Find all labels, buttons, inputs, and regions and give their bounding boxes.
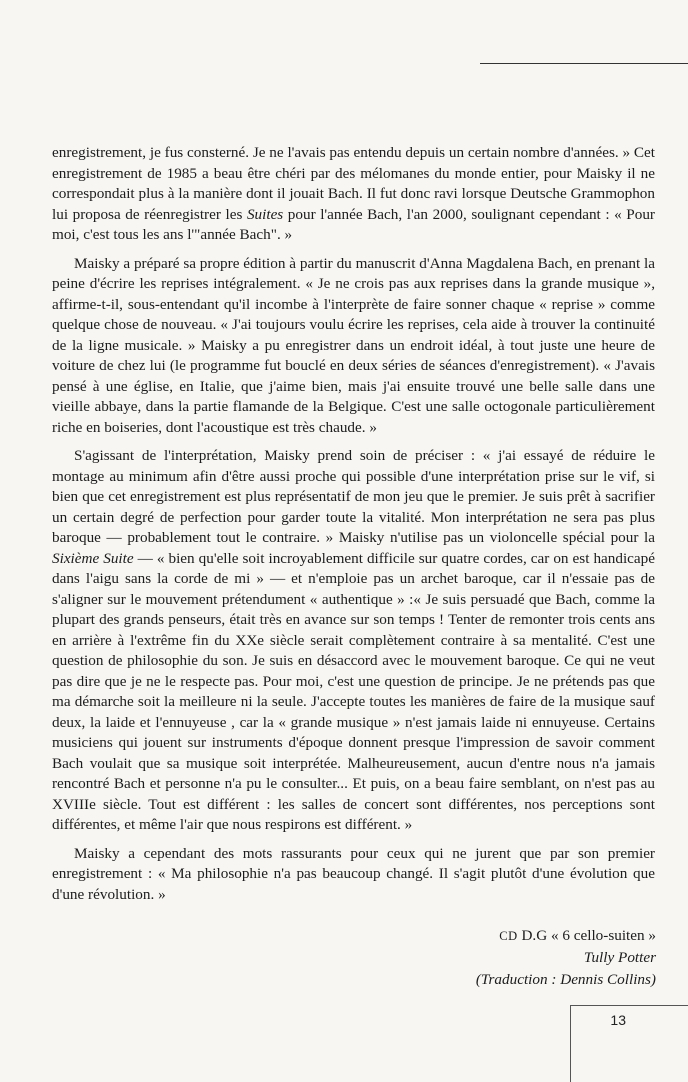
paragraph-2: Maisky a préparé sa propre édition à partir du manuscrit d'Anna Magdalena Bach, en prenant la peine d'écrire les reprises intégralement. « Je ne crois pas aux reprises dans la grande musique », affirme-t-il, sous-entendant qu'il incombe à l'interprète de faire sonner chaque « reprise » comme quelque chose de nouveau. « J'ai toujours voulu écrire les reprises, cela aide à trouver la continuité de la ligne musicale. » Maisky a pu enregistrer dans un endroit idéal, à tout juste une heure de voiture de chez lui (le programme fut bouclé en deux séries de séances d'enregistrement). « J'avais pensé à une église, en Italie, que j'aime bien, mais j'ai ensuite trouvé une belle salle dans une vieille abbaye, dans la partie flamande de la Belgique. C'est une salle octogonale particulièrement riche en boiseries, dont l'acoustique est très chaude. » (52, 254, 655, 436)
cd-prefix: CD (499, 929, 518, 943)
title-italic: Sixième Suite (52, 549, 134, 567)
article-body (52, 143, 655, 913)
paragraph-4: Maisky a cependant des mots rassurants pour ceux qui ne jurent que par son premier enregistrement : « Ma philosophie n'a pas beaucoup changé. Il s'agit plutôt d'une évolution que d'une révolution. » (52, 844, 655, 903)
cd-reference (300, 925, 656, 947)
translation-credit: (Traduction : Dennis Collins) (475, 971, 656, 988)
page-number: 13 (610, 1012, 626, 1028)
credits-block (300, 925, 656, 991)
cd-title: D.G « 6 cello-suiten » (521, 927, 656, 944)
page-number-frame (570, 1005, 688, 1082)
header-rule (480, 63, 688, 64)
title-italic: Suites (246, 205, 284, 223)
author-credit: Tully Potter (583, 949, 656, 966)
paragraph-1: enregistrement, je fus consterné. Je ne l'avais pas entendu depuis un certain nombre d'années. » Cet enregistrement de 1985 a beau être chéri par des mélomanes du monde entier, pour Maisky il ne correspondait plus à la manière dont il jouait Bach. Il fut donc ravi lorsque Deutsche Grammophon lui proposa de réenregistrer les Suites pour l'année Bach, l'an 2000, soulignant cependant : « Pour moi, c'est tous les ans l'"année Bach". » (52, 144, 655, 243)
paragraph-3: S'agissant de l'interprétation, Maisky prend soin de préciser : « j'ai essayé de réduire le montage au minimum afin d'être aussi proche qui possible d'une interprétation prise sur le vif, si bien que cet enregistrement est plus représentatif de mon jeu que le premier. Je suis prêt à sacrifier un certain degré de perfection pour garder toute la vitalité. Mon interprétation ne sera pas plus baroque — probablement tout le contraire. » Maisky n'utilise pas un violoncelle spécial pour la Sixième Suite — « bien qu'elle soit incroyablement difficile sur quatre cordes, car on est handicapé dans l'aigu sans la corde de mi » — et n'emploie pas un archet baroque, car il n'essaie pas de s'aligner sur le mouvement prétendument « authentique » :« Je suis persuadé que Bach, comme la plupart des grands penseurs, était très en avance sur son temps ! Tenter de remonter trois cents ans en arrière à l'extrême fin du XXe siècle serait complètement contraire à sa mentalité. C'est une question de philosophie du son. Je suis en désaccord avec le mouvement baroque. Ce qui ne veut pas dire que je ne le respecte pas. Pour moi, c'est une question de principe. Je ne prétends pas que ma démarche soit la meilleure ni la seule. J'accepte toutes les manières de faire de la musique sauf deux, la laide et l'ennuyeuse , car la « grande musique » n'est jamais laide ni ennuyeuse. Certains musiciens qui jouent sur instruments d'époque donnent presque l'impression de savoir comment Bach voulait que sa musique soit interprétée. Malheureusement, aucun d'entre nous n'a jamais rencontré Bach et personne n'a pu le consulter... Et puis, on a beau faire semblant, on n'est pas au XVIIIe siècle. Tout est différent : les salles de concert sont différentes, nos perceptions sont différentes, et même l'air que nous respirons est différent. » (52, 447, 656, 833)
